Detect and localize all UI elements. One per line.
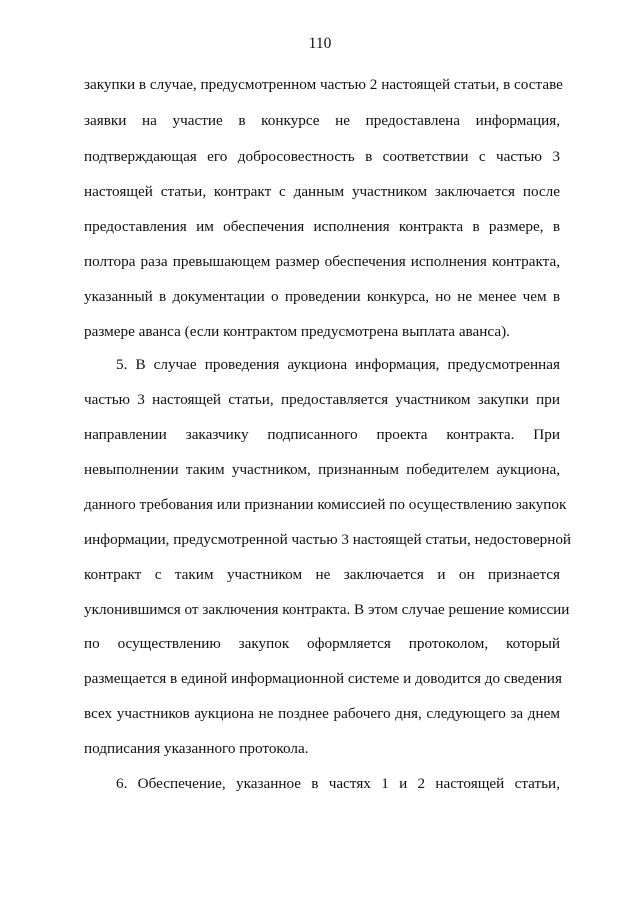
text-line: 6. Обеспечение, указанное в частях 1 и 2 настоящей статьи,: [116, 775, 560, 792]
text-line: невыполнении таким участником, признанным победителем аукциона,: [84, 461, 560, 478]
text-line: направлении заказчику подписанного проекта контракта. При: [84, 426, 560, 443]
text-line: данного требования или признании комиссией по осуществлению закупок: [84, 496, 567, 513]
text-line: полтора раза превышающем размер обеспечения исполнения контракта,: [84, 253, 560, 270]
page-number: 110: [308, 35, 332, 52]
text-line: предоставления им обеспечения исполнения контракта в размере, в: [84, 218, 560, 235]
text-line: всех участников аукциона не позднее рабочего дня, следующего за днем: [84, 705, 560, 722]
text-line: размещается в единой информационной системе и доводится до сведения: [84, 670, 562, 687]
text-line: контракт с таким участником не заключается и он признается: [84, 566, 560, 583]
text-line: уклонившимся от заключения контракта. В этом случае решение комиссии: [84, 601, 570, 618]
text-line: настоящей статьи, контракт с данным участником заключается после: [84, 183, 560, 200]
text-line: частью 3 настоящей статьи, предоставляется участником закупки при: [84, 391, 560, 408]
text-line: указанный в документации о проведении конкурса, но не менее чем в: [84, 288, 560, 305]
text-line: информации, предусмотренной частью 3 настоящей статьи, недостоверной: [84, 531, 572, 548]
text-line: по осуществлению закупок оформляется протоколом, который: [84, 635, 560, 652]
text-line: заявки на участие в конкурсе не предоставлена информация,: [84, 112, 560, 129]
text-line: подтверждающая его добросовестность в соответствии с частью 3: [84, 148, 560, 165]
text-line: размере аванса (если контрактом предусмотрена выплата аванса).: [84, 323, 510, 340]
text-line: подписания указанного протокола.: [84, 740, 309, 757]
text-line: закупки в случае, предусмотренном частью 2 настоящей статьи, в составе: [84, 76, 563, 93]
text-line: 5. В случае проведения аукциона информация, предусмотренная: [116, 356, 560, 373]
